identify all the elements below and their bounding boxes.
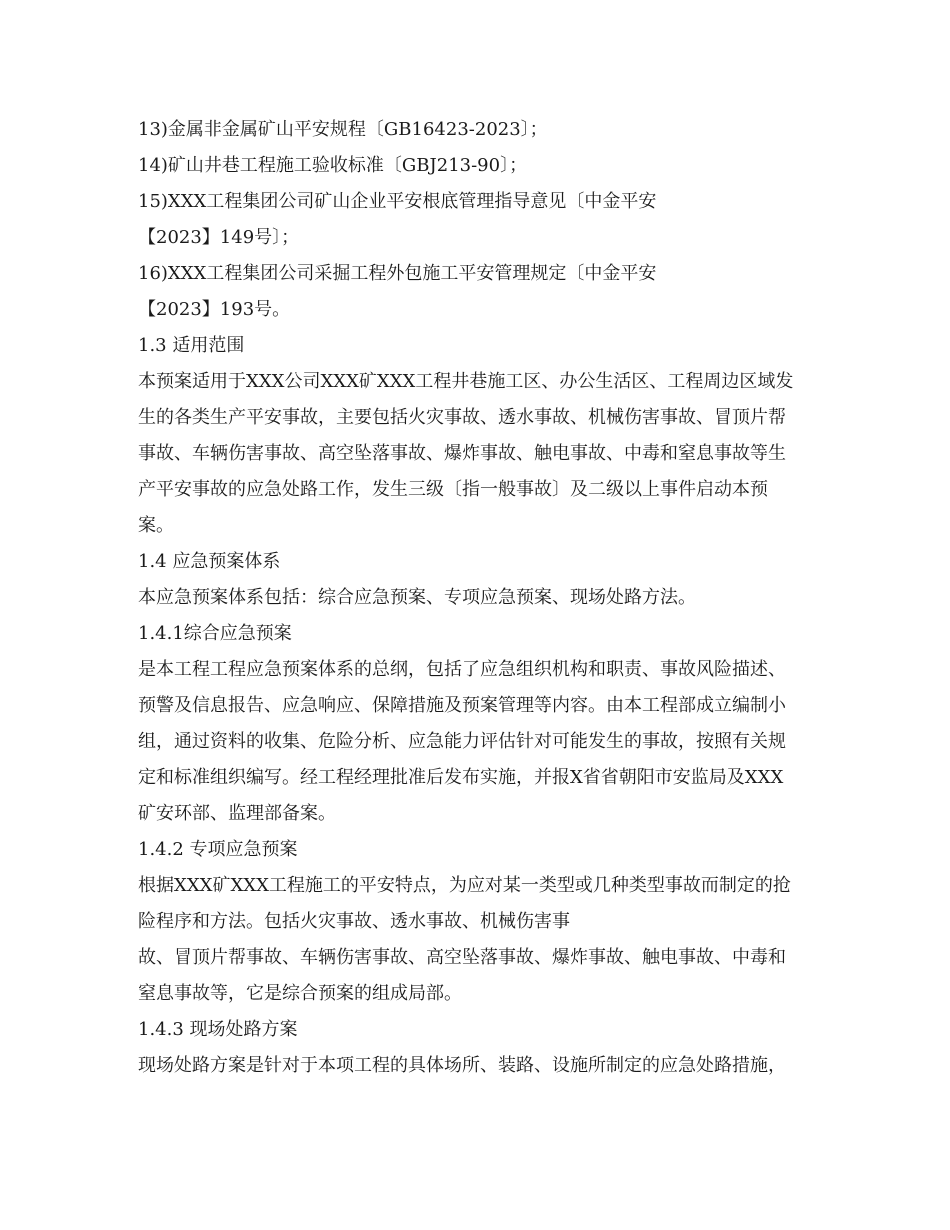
- section-heading: 1.4 应急预案体系: [138, 551, 281, 572]
- text-line: 13)金属非金属矿山平安规程〔GB16423-2023〕；: [138, 119, 548, 140]
- text-line: 事故、车辆伤害事故、高空坠落事故、爆炸事故、触电事故、中毒和窒息事故等生: [138, 443, 786, 464]
- text-line: 本预案适用于XXX公司XXX矿XXX工程井巷施工区、办公生活区、工程周边区域发: [138, 371, 794, 392]
- section-heading: 1.4.3 现场处路方案: [138, 1019, 298, 1040]
- section-heading: 1.3 适用范围: [138, 335, 245, 356]
- text-line: 故、冒顶片帮事故、车辆伤害事故、高空坠落事故、爆炸事故、触电事故、中毒和: [138, 947, 786, 968]
- section-heading: 1.4.2 专项应急预案: [138, 839, 298, 860]
- text-line: 是本工程工程应急预案体系的总纲，包括了应急组织机构和职责、事故风险描述、: [138, 659, 786, 680]
- text-line: 15)XXX工程集团公司矿山企业平安根底管理指导意见〔中金平安: [138, 191, 657, 212]
- text-line: 组，通过资料的收集、危险分析、应急能力评估针对可能发生的事故，按照有关规: [138, 731, 786, 752]
- text-line: 16)XXX工程集团公司采掘工程外包施工平安管理规定〔中金平安: [138, 263, 657, 284]
- text-line: 现场处路方案是针对于本项工程的具体场所、装路、设施所制定的应急处路措施，: [138, 1055, 786, 1076]
- text-line: 本应急预案体系包括：综合应急预案、专项应急预案、现场处路方法。: [138, 587, 696, 608]
- section-heading: 1.4.1综合应急预案: [138, 623, 292, 644]
- text-line: 预警及信息报告、应急响应、保障措施及预案管理等内容。由本工程部成立编制小: [138, 695, 786, 716]
- text-line: 根据XXX矿XXX工程施工的平安特点，为应对某一类型或几种类型事故而制定的抢: [138, 875, 791, 896]
- text-line: 产平安事故的应急处路工作，发生三级〔指一般事故〕及二级以上事件启动本预: [138, 479, 768, 500]
- text-line: 【2023】193号。: [138, 299, 291, 320]
- text-line: 案。: [138, 515, 174, 536]
- text-line: 险程序和方法。包括火灾事故、透水事故、机械伤害事: [138, 911, 570, 932]
- text-line: 窒息事故等，它是综合预案的组成局部。: [138, 983, 462, 1004]
- text-line: 14)矿山井巷工程施工验收标准〔GBJ213-90〕；: [138, 155, 528, 176]
- text-line: 生的各类生产平安事故，主要包括火灾事故、透水事故、机械伤害事故、冒顶片帮: [138, 407, 786, 428]
- text-line: 【2023】149号〕；: [138, 227, 300, 248]
- text-line: 定和标准组织编写。经工程经理批准后发布实施，并报X省省朝阳市安监局及XXX: [138, 767, 784, 788]
- text-line: 矿安环部、监理部备案。: [138, 803, 336, 824]
